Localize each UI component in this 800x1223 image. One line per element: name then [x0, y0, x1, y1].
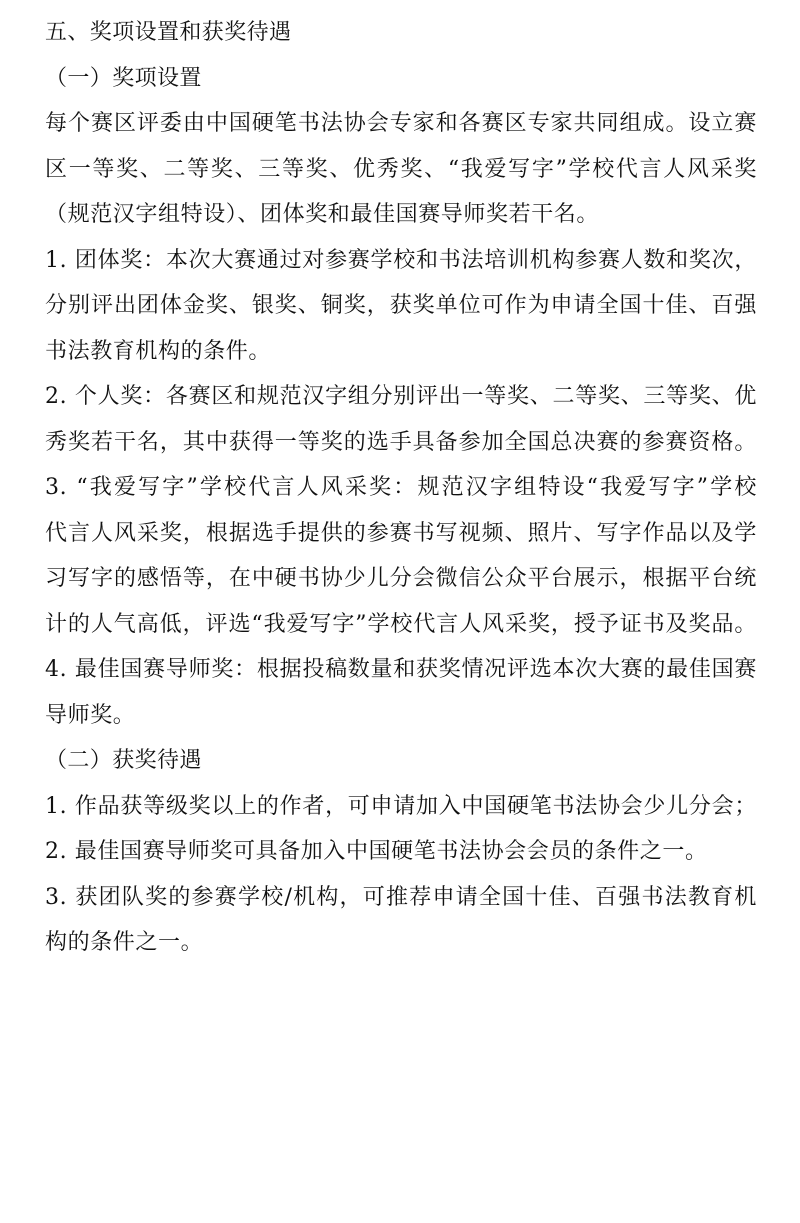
paragraph-line: 区一等奖、二等奖、三等奖、优秀奖、“我爱写字”学校代言人风采奖 — [45, 156, 757, 182]
paragraph-line: 每个赛区评委由中国硬笔书法协会专家和各赛区专家共同组成。设立赛 — [45, 111, 757, 136]
paragraph-line: 构的条件之一。 — [45, 930, 204, 955]
best-mentor-award-paragraph — [45, 655, 757, 746]
paragraph-line: 书法教育机构的条件。 — [45, 338, 272, 364]
paragraph-line: 3. “我爱写字”学校代言人风采奖：规范汉字组特设“我爱写字”学校 — [45, 475, 757, 500]
paragraph-line: 计的人气高低，评选“我爱写字”学校代言人风采奖，授予证书及奖品。 — [45, 611, 757, 637]
paragraph-line: 1. 作品获等级奖以上的作者，可申请加入中国硬笔书法协会少儿分会； — [45, 793, 757, 819]
subsection-heading-award-benefits: （二）获奖待遇 — [45, 748, 202, 773]
paragraph-line: 4. 最佳国赛导师奖：根据投稿数量和获奖情况评选本次大赛的最佳国赛 — [45, 657, 757, 682]
paragraph-line: 习写字的感悟等，在中硬书协少儿分会微信公众平台展示，根据平台统 — [45, 566, 757, 591]
section-title: 五、奖项设置和获奖待遇 — [45, 20, 292, 45]
individual-award-paragraph — [45, 382, 757, 473]
paragraph-line: 导师奖。 — [45, 702, 136, 728]
awards-intro-paragraph — [45, 109, 757, 246]
spokesperson-award-paragraph — [45, 473, 757, 655]
paragraph-line: 2. 个人奖：各赛区和规范汉字组分别评出一等奖、二等奖、三等奖、优 — [45, 384, 757, 409]
benefit-3-paragraph — [45, 883, 757, 974]
benefit-1-paragraph — [45, 792, 757, 838]
document-page — [45, 18, 757, 974]
paragraph-line: 3. 获团队奖的参赛学校/机构，可推荐申请全国十佳、百强书法教育机 — [45, 884, 757, 910]
subsection-heading-awards-setting: （一）奖项设置 — [45, 65, 202, 91]
paragraph-line: 代言人风采奖，根据选手提供的参赛书写视频、照片、写字作品以及学 — [45, 520, 757, 546]
paragraph-line: 2. 最佳国赛导师奖可具备加入中国硬笔书法协会会员的条件之一。 — [45, 839, 708, 864]
paragraph-line: 分别评出团体金奖、银奖、铜奖，获奖单位可作为申请全国十佳、百强 — [45, 293, 757, 318]
paragraph-line: （规范汉字组特设）、团体奖和最佳国赛导师奖若干名。 — [45, 202, 600, 227]
paragraph-line: 秀奖若干名，其中获得一等奖的选手具备参加全国总决赛的参赛资格。 — [45, 429, 757, 455]
paragraph-line: 1. 团体奖：本次大赛通过对参赛学校和书法培训机构参赛人数和奖次， — [45, 247, 757, 273]
team-award-paragraph — [45, 246, 757, 383]
benefit-2-paragraph — [45, 837, 757, 883]
